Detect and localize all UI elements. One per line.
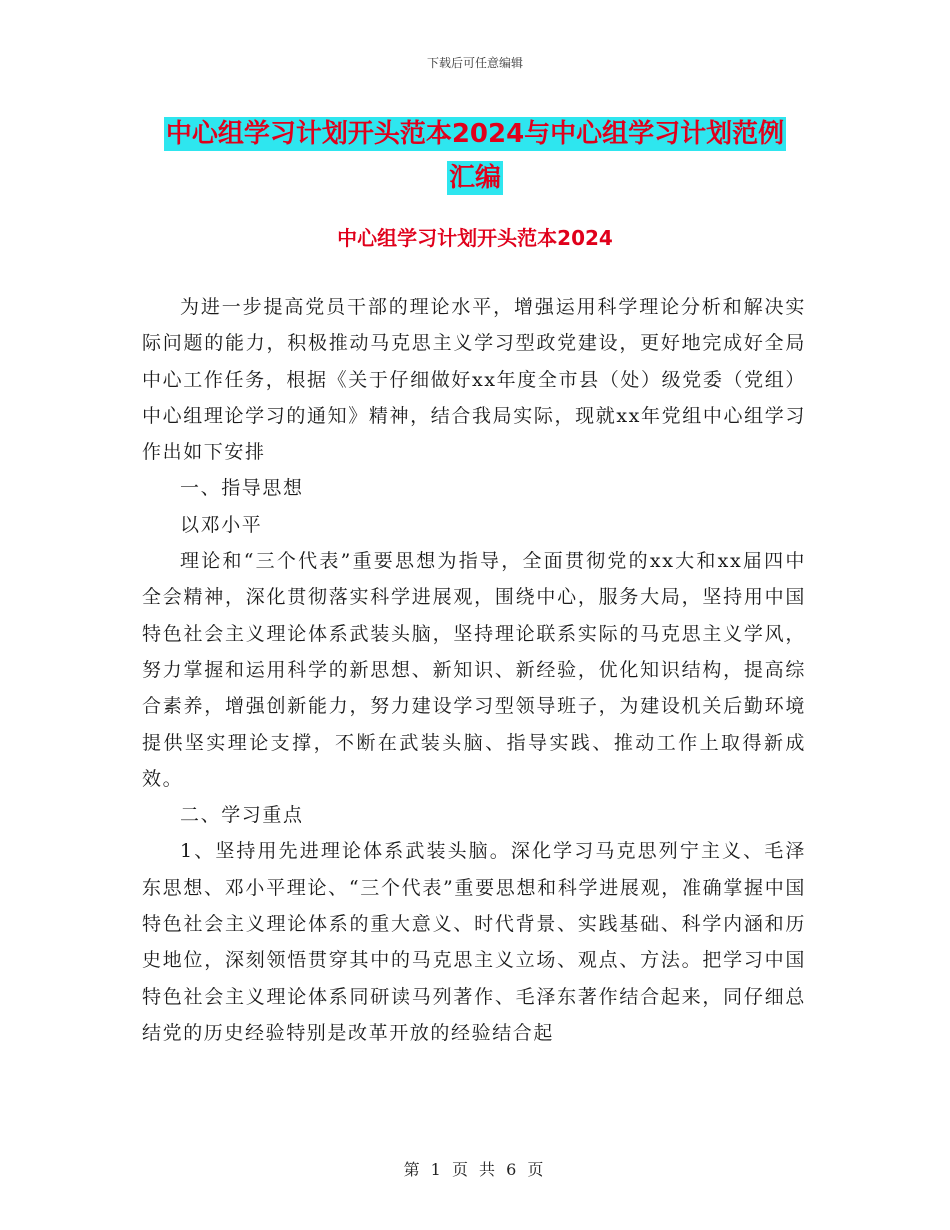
- heading-guiding-ideology: 一、指导思想: [180, 477, 304, 500]
- heading-study-focus: 二、学习重点: [180, 804, 304, 827]
- paragraph-short-line: 以邓小平: [180, 513, 263, 536]
- page-header-note: 下载后可任意编辑: [426, 56, 523, 70]
- paragraph-study-point-1: 1、坚持用先进理论体系武装头脑。深化学习马克思列宁主义、毛泽东思想、邓小平理论、“三个代表”重要思想和科学进展观，准确掌握中国特色社会主义理论体系的重大意义、时代背景、实践基础、科学内涵和历史地位，深刻领悟贯穿其中的马克思主义立场、观点、方法。把学习中国特色社会主义理论体系同研读马列著作、毛泽东著作结合起来，同仔细总结党的历史经验特别是改革开放的经验结合起: [142, 840, 806, 1044]
- paragraph-intro: 为进一步提高党员干部的理论水平，增强运用科学理论分析和解决实际问题的能力，积极推动马克思主义学习型政党建设，更好地完成好全局中心工作任务，根据《关于仔细做好xx年度全市县（处）级党委（党组）中心组理论学习的通知》精神，结合我局实际，现就xx年党组中心组学习作出如下安排: [142, 296, 806, 464]
- section-title: 中心组学习计划开头范本2024: [337, 226, 613, 250]
- document-title-line-1: 中心组学习计划开头范本2024与中心组学习计划范例: [165, 119, 785, 149]
- document-body: [142, 289, 806, 1051]
- document-title: [0, 112, 950, 200]
- document-title-line-2: 汇编: [448, 163, 501, 193]
- page-number-footer: 第 1 页 共 6 页: [403, 1160, 547, 1179]
- paragraph-guiding-text: 理论和“三个代表”重要思想为指导，全面贯彻党的xx大和xx届四中全会精神，深化贯彻落实科学进展观，围绕中心，服务大局，坚持用中国特色社会主义理论体系武装头脑，坚持理论联系实际的马克思主义学风，努力掌握和运用科学的新思想、新知识、新经验，优化知识结构，提高综合素养，增强创新能力，努力建设学习型领导班子，为建设机关后勤环境提供坚实理论支撑，不断在武装头脑、指导实践、推动工作上取得新成效。: [142, 550, 806, 790]
